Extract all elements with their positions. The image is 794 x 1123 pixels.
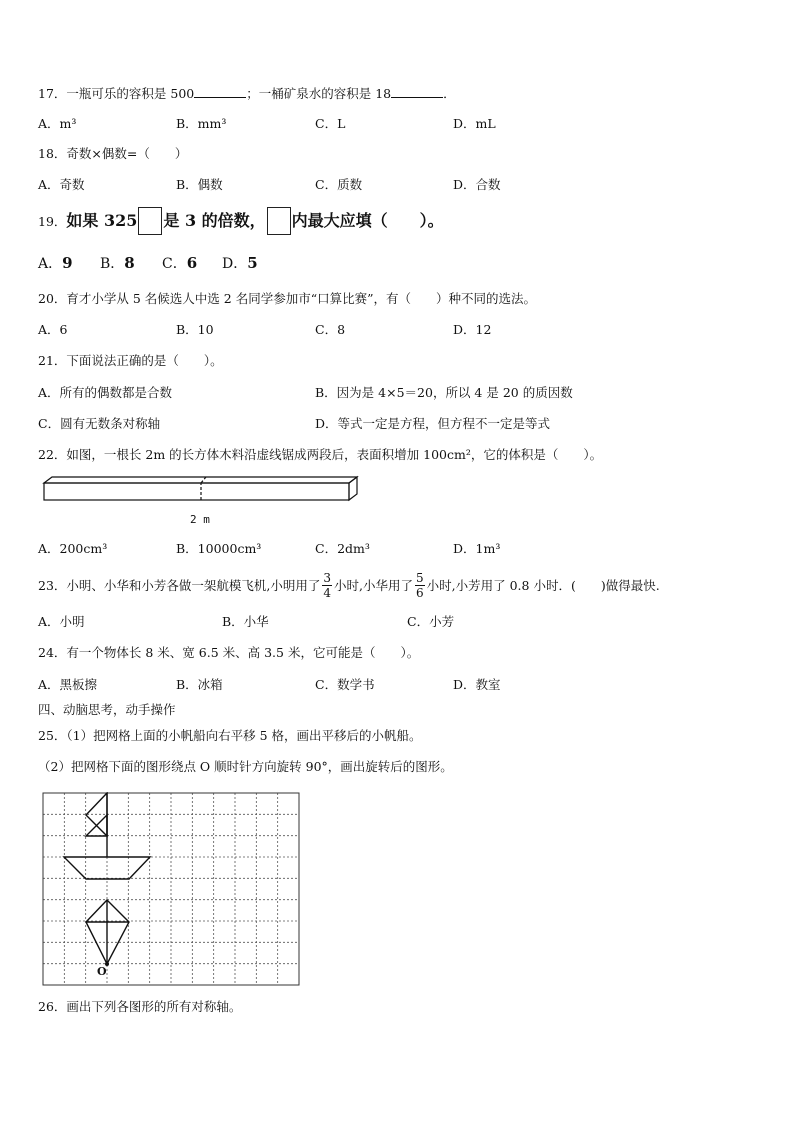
q24-option-b[interactable]: B．冰箱 [176, 677, 223, 692]
q19-option-d[interactable]: D．5 [222, 254, 258, 272]
q18-option-d[interactable]: D．合数 [453, 177, 501, 192]
q17-text-a: 17．一瓶可乐的容积是 500 [38, 86, 195, 101]
q20-option-c[interactable]: C．8 [315, 322, 346, 337]
q19-option-b[interactable]: B．8 [100, 254, 135, 272]
q17-blank-2[interactable] [391, 85, 443, 98]
q19-option-c[interactable]: C．6 [162, 254, 198, 272]
fraction-five-sixths: $\frac{5}{6}$ [416, 571, 424, 600]
fraction-three-quarters: $\frac{3}{4}$ [323, 571, 332, 600]
q23-option-a[interactable]: A．小明 [38, 614, 85, 629]
q25-part-1: 25．（1）把网格上面的小帆船向右平移 5 格，画出平移后的小帆船。 [38, 728, 422, 743]
q20-option-b[interactable]: B．10 [176, 322, 214, 337]
q23-option-c[interactable]: C．小芳 [407, 614, 455, 629]
q17-text-b: ；一桶矿泉水的容积是 18 [246, 86, 392, 101]
q23-text-b: 小时,小华用了 [334, 578, 414, 593]
beam-top-face [44, 477, 357, 483]
section-heading: 四、动脑思考，动手操作 [38, 702, 176, 717]
q17-stem [38, 85, 456, 102]
beam-length-label: 2 m [190, 513, 210, 526]
q19-box-1[interactable] [138, 207, 162, 235]
q24-stem: 24．有一个物体长 8 米、宽 6.5 米、高 3.5 米，它可能是（ ）。 [38, 645, 420, 660]
q18-option-a[interactable]: A．奇数 [38, 177, 85, 192]
q17-option-d[interactable]: D．mL [453, 116, 496, 131]
q21-stem: 21．下面说法正确的是（ ）。 [38, 353, 223, 368]
q22-stem: 22．如图，一根长 2m 的长方体木料沿虚线锯成两段后，表面积增加 100cm²，它的体积是（ ）。 [38, 447, 603, 462]
q22-option-c[interactable]: C．2dm³ [315, 541, 370, 556]
q19-box-2[interactable] [267, 207, 291, 235]
q21-option-d[interactable]: D．等式一定是方程，但方程不一定是等式 [315, 416, 551, 431]
q21-option-c[interactable]: C．圆有无数条对称轴 [38, 416, 161, 431]
q19-stem [38, 207, 444, 237]
wood-beam-figure [40, 474, 365, 504]
beam-front-face [44, 483, 349, 500]
q23-text-c: 小时,小芳用了 0.8 小时．( )做得最快. [426, 578, 660, 593]
q20-option-d[interactable]: D．12 [453, 322, 492, 337]
q24-option-c[interactable]: C．数学书 [315, 677, 375, 692]
q19-text-b: 是 3 的倍数， [163, 211, 266, 230]
grid-lines [43, 793, 299, 985]
q20-option-a[interactable]: A．6 [38, 322, 68, 337]
q25-part-2: （2）把网格下面的图形绕点 O 顺时针方向旋转 90°，画出旋转后的图形。 [38, 759, 453, 774]
q24-option-d[interactable]: D．教室 [453, 677, 501, 692]
q18-option-c[interactable]: C．质数 [315, 177, 363, 192]
q19-option-a[interactable]: A．9 [38, 254, 73, 272]
q17-text-c: ． [443, 86, 456, 101]
q19-number: 19． [38, 214, 67, 229]
q22-option-a[interactable]: A．200cm³ [38, 541, 108, 556]
q17-blank-1[interactable] [194, 85, 246, 98]
q19-text-c: 内最大应填（ ）。 [291, 211, 444, 230]
q17-option-a[interactable]: A．m³ [38, 116, 77, 131]
q17-option-b[interactable]: B．mm³ [176, 116, 227, 131]
beam-side-face [349, 477, 357, 500]
q20-stem: 20．育才小学从 5 名候选人中选 2 名同学参加市“口算比赛”，有（ ）种不同的选法。 [38, 291, 536, 306]
drawing-grid[interactable] [42, 792, 304, 990]
q22-option-b[interactable]: B．10000cm³ [176, 541, 262, 556]
point-o-label: O [97, 965, 107, 978]
q21-option-b[interactable]: B．因为是 4×5＝20，所以 4 是 20 的质因数 [315, 385, 573, 400]
q21-option-a[interactable]: A．所有的偶数都是合数 [38, 385, 173, 400]
q26-stem: 26．画出下列各图形的所有对称轴。 [38, 999, 242, 1014]
boat-hull [64, 857, 150, 879]
q23-stem [38, 568, 660, 604]
q19-text-a: 如果 325 [66, 211, 138, 230]
q18-option-b[interactable]: B．偶数 [176, 177, 223, 192]
q23-text-a: 23．小明、小华和小芳各做一架航模飞机,小明用了 [38, 578, 321, 593]
q24-option-a[interactable]: A．黑板擦 [38, 677, 98, 692]
beam-cut-line-top [201, 477, 206, 483]
q18-stem: 18．奇数×偶数=（ ） [38, 146, 188, 161]
q17-option-c[interactable]: C．L [315, 116, 346, 131]
q22-option-d[interactable]: D．1m³ [453, 541, 501, 556]
q23-option-b[interactable]: B．小华 [222, 614, 269, 629]
